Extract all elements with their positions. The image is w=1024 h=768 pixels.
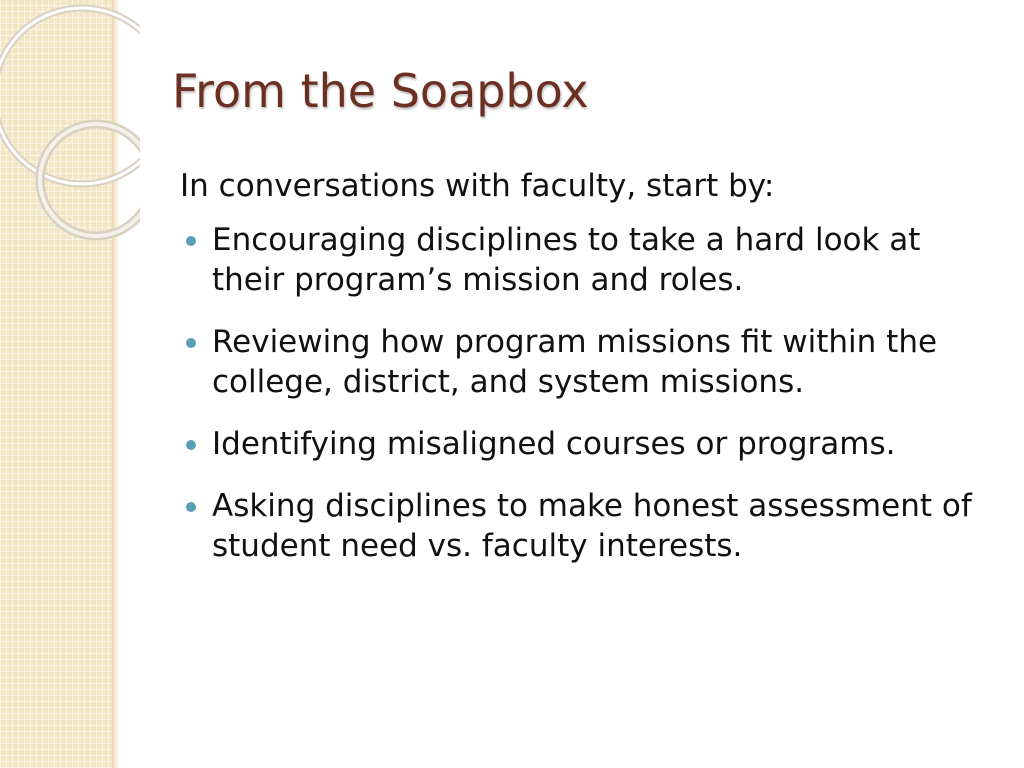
- list-item: [180, 220, 980, 300]
- bullet-dot-icon: [186, 502, 196, 512]
- list-item: [180, 424, 980, 464]
- bullet-text: Identifying misaligned courses or programs.: [212, 426, 896, 462]
- slide-title: From the Soapbox: [172, 64, 589, 118]
- list-item: [180, 486, 980, 566]
- bullet-text: Reviewing how program missions fit within the college, district, and system missions.: [212, 324, 938, 400]
- list-item: [180, 322, 980, 402]
- slide-content: [180, 166, 980, 588]
- bullet-list: [180, 220, 980, 566]
- bullet-text: Asking disciplines to make honest assessment of student need vs. faculty interests.: [212, 488, 972, 564]
- bullet-dot-icon: [186, 338, 196, 348]
- bullet-text: Encouraging disciplines to take a hard look at their program’s mission and roles.: [212, 222, 921, 298]
- decorative-rings-icon: [0, 0, 140, 260]
- intro-text: In conversations with faculty, start by:: [180, 168, 775, 204]
- bullet-dot-icon: [186, 236, 196, 246]
- bullet-dot-icon: [186, 440, 196, 450]
